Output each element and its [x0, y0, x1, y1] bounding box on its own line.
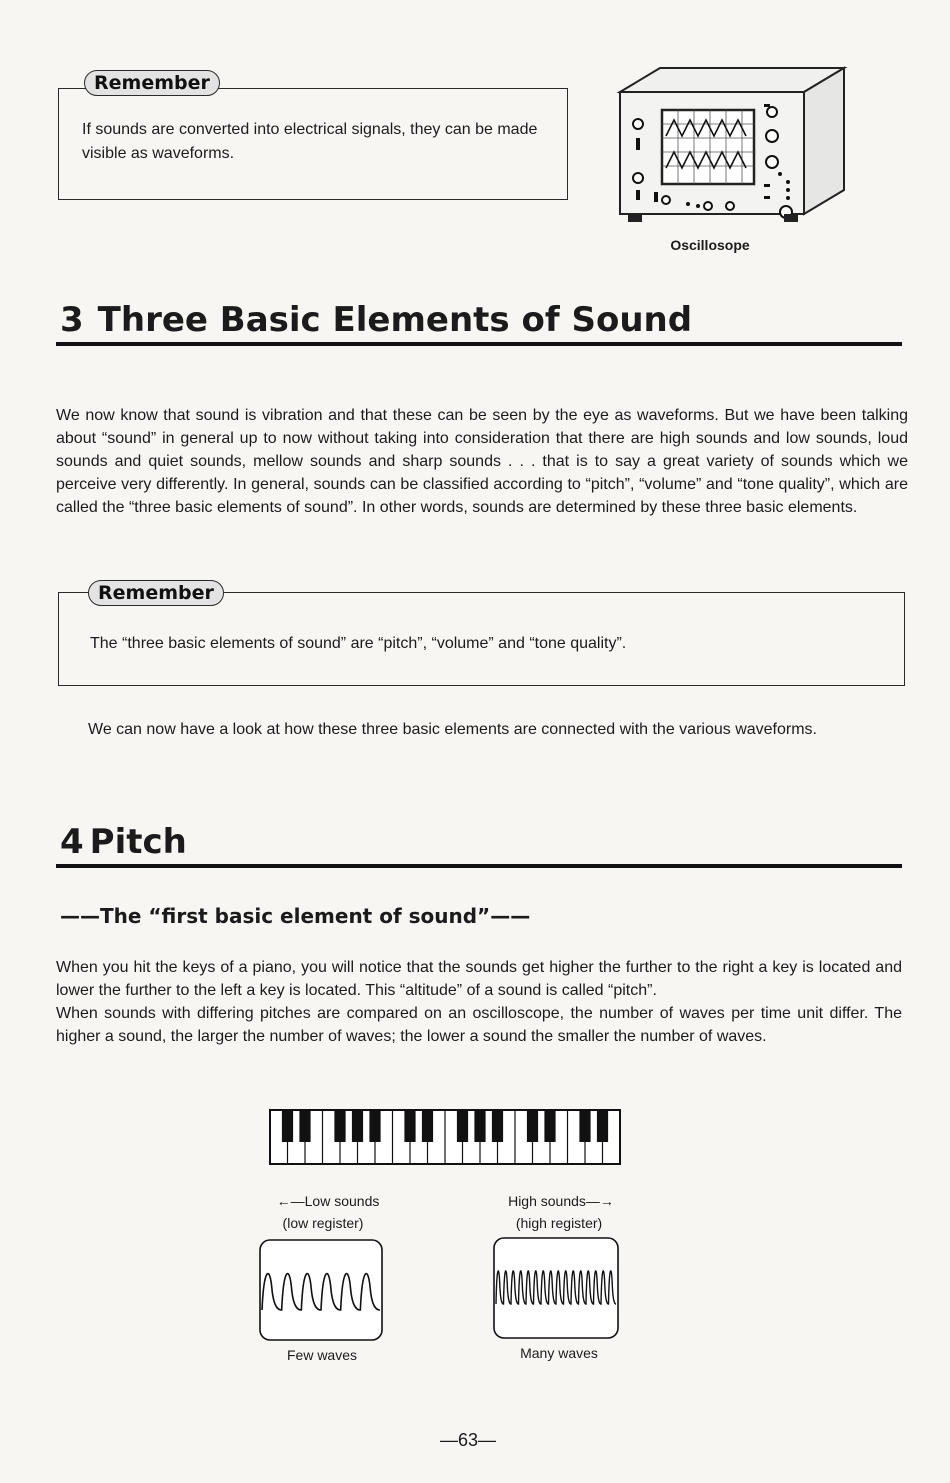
- remember-text-1: If sounds are converted into electrical signals, they can be made visible as waveforms.: [82, 121, 538, 162]
- section-3-heading: [60, 300, 692, 340]
- low-sounds-label: ←—Low sounds: [276, 1193, 380, 1209]
- high-register-label: (high register): [515, 1215, 603, 1231]
- black-key: [352, 1110, 363, 1142]
- remember-text-2: The “three basic elements of sound” are “pitch”, “volume” and “tone quality”.: [90, 635, 627, 652]
- piano-keyboard-icon: [268, 1108, 624, 1168]
- remember-tag-2: Remember: [88, 580, 224, 606]
- few-waves-screen: [258, 1238, 386, 1344]
- many-waves-screen: [492, 1236, 622, 1342]
- section-4-subtitle: ——The “first basic element of sound”——: [60, 904, 531, 928]
- black-key: [369, 1110, 380, 1142]
- high-sounds-label: High sounds—→: [508, 1193, 614, 1209]
- section-3-title: Three Basic Elements of Sound: [97, 300, 693, 340]
- black-key: [282, 1110, 293, 1142]
- section-3-paragraph: We now know that sound is vibration and that these can be seen by the eye as waveforms. But we have been talking about “sound” in general up to now without taking into consideration that there are high sounds and low sounds, loud sounds and quiet sounds, mellow sounds and sharp sounds . . . that is to say a great variety of sounds which we perceive very differently. In general, sounds can be classified according to “pitch”, “volume” and “tone quality”, which are called the “three basic elements of sound”. In other words, sounds are determined by these three basic elements.: [56, 407, 908, 516]
- black-key: [527, 1110, 538, 1142]
- black-key: [597, 1110, 608, 1142]
- oscilloscope-icon: [600, 64, 860, 234]
- remember-tag-1: Remember: [84, 70, 220, 96]
- oscilloscope-caption: Oscillosope: [670, 237, 750, 253]
- black-key: [422, 1110, 433, 1142]
- black-key: [334, 1110, 345, 1142]
- connect-text: We can now have a look at how these three basic elements are connected with the various waveforms.: [88, 721, 817, 738]
- section-4-number: 4: [60, 822, 84, 862]
- few-waves-caption: Few waves: [286, 1347, 358, 1363]
- section-4-paragraph-2: When sounds with differing pitches are compared on an oscilloscope, the number of waves per time unit differ. The higher a sound, the larger the number of waves; the lower a sound the smaller the number of waves.: [56, 1005, 902, 1045]
- black-key: [404, 1110, 415, 1142]
- black-key: [474, 1110, 485, 1142]
- section-4-heading: [60, 822, 187, 862]
- section-4-rule: [56, 864, 902, 868]
- page-number: —63—: [440, 1430, 497, 1450]
- black-key: [492, 1110, 503, 1142]
- section-4-paragraph-1: When you hit the keys of a piano, you will notice that the sounds get higher the further to the right a key is located and lower the further to the left a key is located. This “altitude” of a sound is called “pitch”.: [56, 959, 902, 999]
- low-register-label: (low register): [282, 1215, 364, 1231]
- many-waves-caption: Many waves: [520, 1345, 598, 1361]
- black-key: [579, 1110, 590, 1142]
- section-4-title: Pitch: [89, 822, 187, 862]
- black-key: [544, 1110, 555, 1142]
- black-key: [457, 1110, 468, 1142]
- section-3-rule: [56, 342, 902, 346]
- section-3-number: 3: [60, 300, 84, 340]
- black-key: [299, 1110, 310, 1142]
